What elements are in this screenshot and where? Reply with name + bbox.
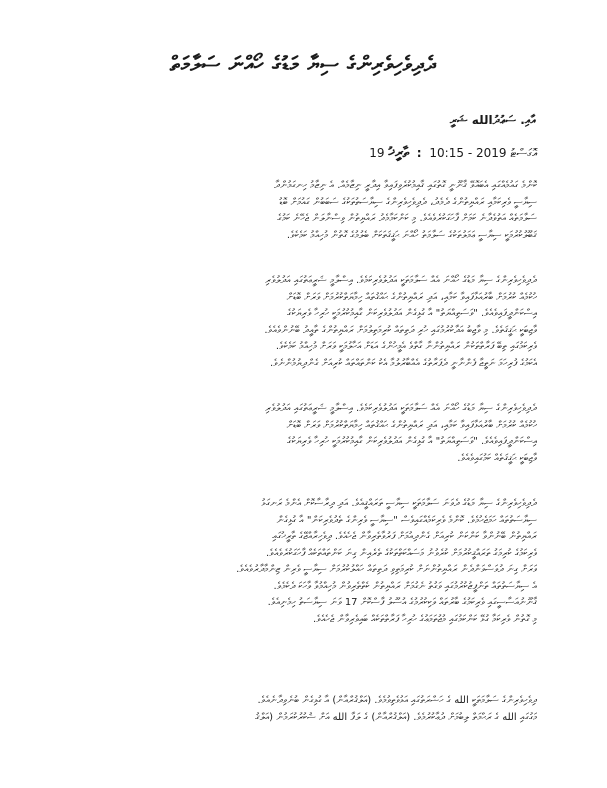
paragraph-line: ސިޔާސަތުތައް ހަމަޖެހުމެވެ. ކޮންމެ ވެރިކަމެއްގައިވެސް "ސިޔާސީ ވެރިންގެ ތެދުވެރިކަން" އާ ގުޅިގެން: [276, 514, 537, 526]
paragraph-line: ވެރިކަމުގެ ކުރިމަގު ތަރައްޤީކުރުމަށް ކުރެވުނު މަސައްކަތްތަކުގެ ތެރެއިން ގިނަ ކަންތައްތަކެއް ފާހަގަކުރެވެއެވެ.: [265, 547, 537, 559]
paragraph-line: ޤާނޫނުއަސާސީގައި ވެރިކަމުގެ ބާރުތައް ވަކިކުރުމުގެ އުސޫލު ފާސްކޮށް 17 ވަނަ ސިޔާސަތު ހިމެނިއެވެ.: [267, 597, 537, 608]
paragraph-line: ވަރަށް ގިނަ ދުވަސްވަންދެން ރައްޔިތުންނަށް ކުރިމަތިވި ދަތިތައް ހައްލުކުރުމަށް ސިޔާސީ ވެރިން ޒިންމާދާރުވެއެވެ.: [236, 564, 537, 575]
date-label: ތާރީޚު: [388, 145, 409, 161]
article-author: އާއި. ސަޢުދުالله ޝަރީ: [449, 113, 536, 127]
paragraph-line: ދެދިވެހިވެރިންގެ ސިޔާ މަޑުގެ ހޯއްނަ އެއް ސަލާމަތަކީ އަދުލުވެރިކަމެވެ. އިސްލާމީ ޝަރީޢަތުގައި އަދުލުވެރި: [265, 275, 537, 286]
paragraph-5: [70, 693, 537, 726]
paragraph-line: ދެދިވެހިވެރިންގެ ސިޔާ މަޑުގެ ދެވަނަ ސަލާމަތަކީ ސިޔާސީ ތަރައްޤީއެވެ. އަދި ދިރާސާކޮށް އެންމެ ރަނގަޅު: [261, 498, 537, 509]
date-separator: :: [416, 146, 422, 160]
paragraph-line: ވެރިކަމުގައި ތިބޭ ފަރާތްތަކުން ރައްޔިތުންނާ ގާތްވެ އެމީހުންގެ އަޑަށް އަހާލުމަކީ ވަރަށް މުހިއްމު ކަމެކެވެ.: [275, 341, 537, 352]
paragraph-line: އިސްކަންދީފައިވެއެވެ. "ވަސަޠިއްޔަތު" އާ ގުޅިގެން އަދުލުވެރިކަން ގާއިމުކުރުމަކީ ހުރިހާ ވެރިޔަކުގެ: [287, 436, 537, 447]
paragraph-line: ދެދިވެހިވެރިންގެ ސިޔާ މަޑުގެ ހޯއްނަ އެއް ސަލާމަތަކީ އަދުލުވެރިކަމެވެ. އިސްލާމީ ޝަރީޢަތުގައި އަދުލުވެރި: [265, 403, 537, 414]
paragraph-line: ރައްޔިތުން ބޭނުންވާ ކަންކަން ކުރިއަށް ގެންދިއުމަށް ފަރުވާތެރިވާން ޖެހެއެވެ. ދިވެހިރާއްޖޭގެ ތާރީޚުގައި: [272, 531, 537, 542]
paragraph-line: މަގުގައި الله ގެ ރަޙްމަތް ލިބުމަށް ދުޢާކުރުމެވެ. (އަލްޤުރްއާން) ގެ ލަފާ الله އަށް ޝުކުރުކުރަމުން (އަލްޤު: [255, 711, 537, 723]
paragraph-line: ހުކުމެއް ކުރުމަށް ބާރުއަޅާފައިވާ ކަމާއި، އަދި ރައްޔިތުންގެ ޙައްޤުތައް ހިމާޔަތްކުރުމަށް ވަރަށް ބޮޑަށް: [286, 419, 537, 431]
paragraph-2: [70, 273, 537, 372]
paragraph-line: ވާޖިބަކީ ޙަޤީޤަތެއް ކަމުގައިވެއެވެ.: [457, 452, 537, 464]
paragraph-line: ސިޔާސީ ވެރިކަމާއި ރައްޔިތުންގެ ދެމެދު، ދެދިވެހިވެރިންގެ ސިޔާސަތުތަކުގެ ސަބަބުން ގައުމަށް ބޮޑު: [279, 196, 537, 208]
paragraph-line: މި ގޮތުން ވެރިކަމާ ގުޅޭ ކަންކަމުގައި މުޖުތަމަޢުގެ ހުރިހާ ފަރާތްތަކެއް ބައިވެރިވާން ޖެހެއެވެ.: [313, 613, 537, 625]
paragraph-line: ވާޖިބަކީ ޙަޤީޤަތެވެ. މި ވާޖިބު އަދާކުރުމުގައި ހުރި ދަތިތައް ކުރިމަތިލުމަށް ރައްޔިތުންގެ ތާއީދު ބޭނުންވެއެވެ.: [264, 324, 537, 336]
date-value: 19 އޮގަސްޓު 2019 - 10:15: [369, 146, 537, 160]
article-dateline: [369, 145, 537, 161]
paragraph-line: އެކަމުގެ ފުރިހަމަ ނަތީޖާ ފެންނާނީ ދެފަރާތުގެ އެއްބާރުލުމާ އެކު ކަންތައްތައް ކުރިއަށް ގެންދިޔުމުންނެވެ.: [269, 357, 537, 369]
paragraph-1: [70, 178, 537, 244]
paragraph-line: ކޮންމެ ގައުމެއްގައި އެބައޮވޭ ޤާނޫނީ ގޮތުގައި ޤާއިމުކުރެވިފައިވާ އިދާރީ ނިޒާމެއް. އެ ނިޒާމު ހިނގަމުންދާ: [274, 180, 537, 191]
paragraph-line: ހުކުމެއް ކުރުމަށް ބާރުއަޅާފައިވާ ކަމާއި، އަދި ރައްޔިތުންގެ ޙައްޤުތައް ހިމާޔަތްކުރުމަށް ވަރަށް ބޮޑަށް: [286, 291, 537, 303]
paragraph-line: ޤަބޫލުކުރުމަކީ ސިޔާސީ ޢަމަލުތަކުގެ ސަލާމަތު ހޯއްނަ ޙަޤީޤަތަކަށް ބެލުމުގެ ގޮތުން މުހިއްމު ކަމެކެވެ.: [286, 229, 537, 241]
paragraph-line: އިސްކަންދީފައިވެއެވެ. "ވަސަޠިއްޔަތު" އާ ގުޅިގެން އަދުލުވެރިކަން ގާއިމުކުރުމަކީ ހުރިހާ ވެރިޔަކުގެ: [287, 308, 537, 319]
paragraph-4: [70, 496, 537, 628]
paragraph-3: [70, 401, 537, 467]
paragraph-line: އެ ސިޔާސަތުތައް ތަންފީޒުކުރުމުގައި ވަގުތު ނެގުމަށް ރައްޔިތުން ކެތްތެރިވުން މުހިއްމުވާ ވާހަކަ ދެކެމެވެ.: [273, 580, 537, 592]
paragraph-line: ދިވެހިވެރިންގެ ސަލާމަތަކީ الله ގެ ހަޟްރަތުގައި އަޅުވެތިވުމެވެ. (އަލްޤުރްއާން) އާ ގުޅިގެން ބުނެވިދާނެއެވެ.: [257, 695, 537, 706]
article-title: ދެދިވެހިވެރިންގެ ސިޔާ މަޑުގެ ހޯއްނަ ސަލާމަތް: [169, 52, 438, 76]
paragraph-line: ސަލާމަތެއް އަތުވެދާނެ ކަމަށް ފާހަގަކުރެވެއެވެ. މި ކަންކަމާމެދު ރައްޔިތުން ވިސްނާލަން ޖެހޭނެ ކަމުގެ: [277, 213, 537, 224]
